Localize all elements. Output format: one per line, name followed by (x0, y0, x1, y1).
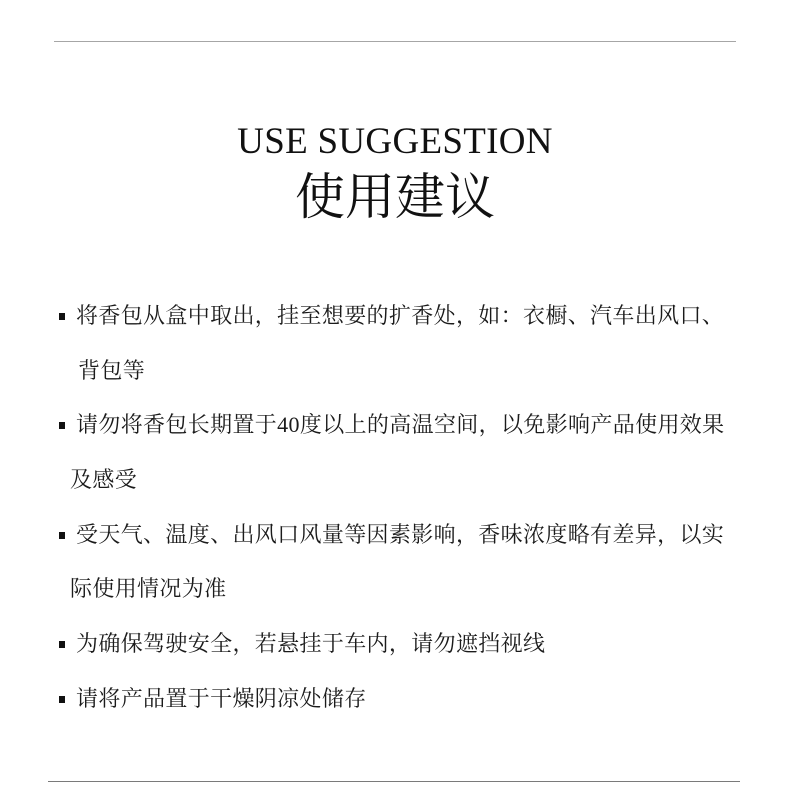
suggestion-line (0, 562, 790, 617)
suggestion-text: 背包等 (78, 357, 146, 383)
suggestion-item (0, 398, 790, 507)
suggestion-text: 请将产品置于干燥阴凉处储存 (76, 685, 367, 711)
suggestion-item (0, 289, 790, 398)
suggestion-item (0, 617, 790, 672)
suggestion-line (0, 453, 790, 508)
suggestion-line (0, 672, 790, 727)
suggestion-line (0, 398, 790, 453)
square-bullet-icon (59, 696, 65, 703)
suggestion-text: 请勿将香包长期置于40度以上的高温空间，以免影响产品使用效果 (76, 412, 725, 438)
square-bullet-icon (59, 641, 65, 648)
section-title-english: USE SUGGESTION (237, 121, 553, 162)
suggestion-line (0, 289, 790, 344)
suggestion-line (0, 508, 790, 563)
suggestion-line (0, 344, 790, 399)
suggestion-text: 为确保驾驶安全，若悬挂于车内，请勿遮挡视线 (76, 631, 546, 657)
bottom-divider (48, 781, 740, 782)
top-divider (54, 41, 736, 42)
suggestion-text: 受天气、温度、出风口风量等因素影响，香味浓度略有差异，以实 (76, 521, 725, 547)
suggestion-list (0, 289, 790, 727)
suggestion-item (0, 672, 790, 727)
suggestion-line (0, 617, 790, 672)
suggestion-text: 将香包从盒中取出，挂至想要的扩香处，如：衣橱、汽车出风口、 (76, 303, 725, 328)
section-title-chinese: 使用建议 (295, 168, 495, 226)
square-bullet-icon (59, 532, 65, 539)
square-bullet-icon (59, 422, 65, 429)
square-bullet-icon (59, 313, 65, 320)
suggestion-item (0, 508, 790, 617)
suggestion-text: 及感受 (70, 467, 138, 493)
suggestion-text: 际使用情况为准 (70, 576, 227, 602)
